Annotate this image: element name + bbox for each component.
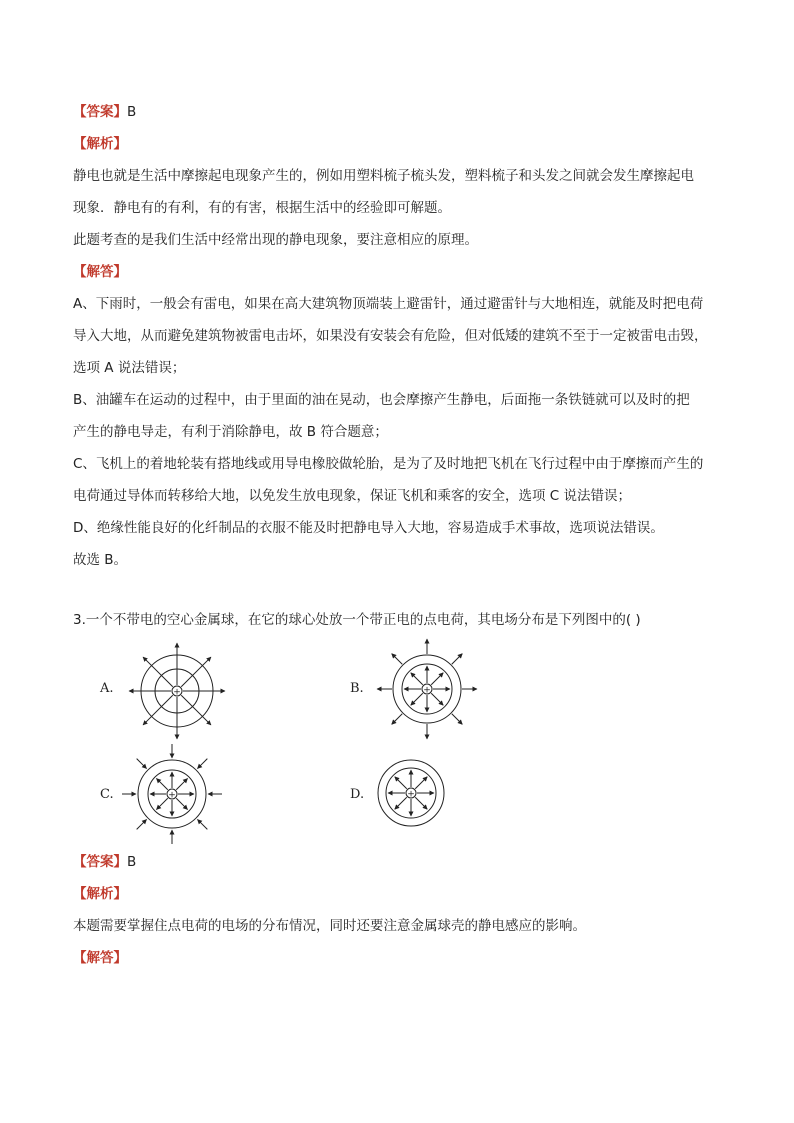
charge-sign: + [423,685,431,696]
solution-line: 导入大地，从而避免建筑物被雷电击坏，如果没有安装会有危险，但对低矮的建筑不至于一定被雷电击毁， [73,328,708,344]
field-line-inner [411,693,423,705]
solution-line: 故选 B。 [73,552,128,568]
field-line-outer [392,714,403,725]
field-line-outer [197,819,207,829]
solution-line: C、飞机上的着地轮装有搭地线或用导电橡胶做轮胎，是为了及时地把飞机在飞行过程中由于摩擦而产生的 [73,456,704,472]
analysis-line: 现象．静电有的有利，有的有害，根据生活中的经验即可解题。 [73,200,451,216]
question-text: 3.一个不带电的空心金属球，在它的球心处放一个带正电的点电荷，其电场分布是下列图中的( ) [73,612,641,628]
analysis-line: 静电也就是生活中摩擦起电现象产生的，例如用塑料梳子梳头发，塑料梳子和头发之间就会发生摩擦起电 [73,168,694,184]
solution-tag: 【解答】 [73,264,127,280]
field-line-inner [176,778,187,789]
solution-line: 产生的静电导走，有利于消除静电，故 B 符合题意； [73,424,388,440]
answer-line-2 [73,853,136,871]
charge-sign: + [407,789,415,800]
charge-sign: + [168,790,176,801]
field-line-inner [411,673,423,685]
field-line-outer [137,819,147,829]
analysis-tag: 【解析】 [73,136,127,152]
analysis-tag-2: 【解析】 [73,886,127,902]
field-line-inner [156,778,167,789]
option-c-label: C. [100,787,114,802]
field-line-outer [452,714,463,725]
field-line-inner [176,798,187,809]
field-line-inner [415,777,427,789]
solution-line: B、油罐车在运动的过程中，由于里面的油在晃动，也会摩擦产生静电，后面拖一条铁链就可以及时的把 [73,392,690,408]
answer-value: B [127,104,137,120]
answer-value: B [127,854,137,870]
option-d-label: D. [350,787,365,802]
solution-line: 选项 A 说法错误； [73,360,186,376]
answer-tag: 【答案】 [73,104,127,120]
field-line-inner [431,673,443,685]
field-line-inner [395,797,407,809]
field-line [143,657,173,687]
charge-sign: + [173,687,181,698]
option-b-label: B. [350,681,364,696]
solution-tag-2: 【解答】 [73,950,127,966]
field-line [181,657,211,687]
solution-line: 电荷通过导体而转移给大地，以免发生放电现象，保证飞机和乘客的安全，选项 C 说法错误； [73,488,632,504]
field-line-inner [431,693,443,705]
field-line-outer [197,759,207,769]
field-line-inner [415,797,427,809]
solution-line: A、下雨时，一般会有雷电，如果在高大建筑物顶端装上避雷针，通过避雷针与大地相连，就能及时把电荷 [73,296,704,312]
field-line-outer [392,654,403,665]
field-line-inner [395,777,407,789]
field-line-outer [137,759,147,769]
field-line-inner [156,798,167,809]
solution-line: D、绝缘性能良好的化纤制品的衣服不能及时把静电导入大地，容易造成手术事故，选项说法错误。 [73,520,664,536]
option-a-label: A. [100,681,114,696]
field-line [143,695,173,725]
field-line-outer [452,654,463,665]
analysis-line-2: 本题需要掌握住点电荷的电场的分布情况，同时还要注意金属球壳的静电感应的影响。 [73,918,586,934]
field-line [181,695,211,725]
answer-tag: 【答案】 [73,854,127,870]
analysis-line: 此题考查的是我们生活中经常出现的静电现象，要注意相应的原理。 [73,232,478,248]
